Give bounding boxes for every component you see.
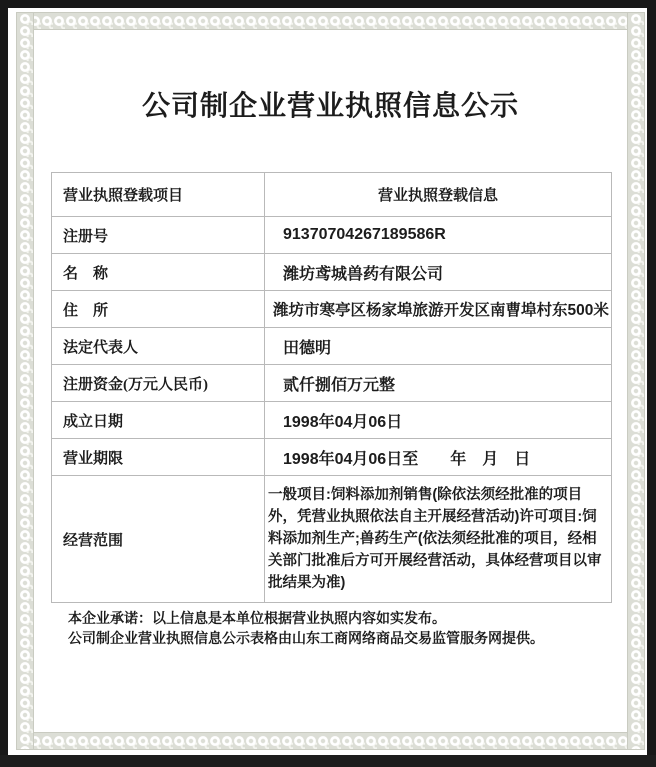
row-value-registered-capital: 贰仟捌佰万元整	[265, 365, 612, 402]
row-label-registration-number: 注册号	[52, 217, 265, 254]
row-label-business-term: 营业期限	[52, 439, 265, 476]
row-label-legal-representative: 法定代表人	[52, 328, 265, 365]
footer-declaration	[68, 610, 598, 649]
table-row	[52, 217, 612, 254]
ornamental-border-top	[16, 12, 645, 30]
page-title: 公司制企业营业执照信息公示	[141, 91, 519, 122]
footer-line-provider: 公司制企业营业执照信息公示表格由山东工商网络商品交易监管服务网提供。	[68, 631, 544, 647]
row-label-address: 住 所	[52, 291, 265, 328]
table-row	[52, 291, 612, 328]
table-row	[52, 476, 612, 603]
row-label-establishment-date: 成立日期	[52, 402, 265, 439]
table-row	[52, 439, 612, 476]
table-row	[52, 254, 612, 291]
license-info-table	[51, 172, 612, 603]
photo-edge-top	[0, 0, 656, 8]
row-label-company-name: 名 称	[52, 254, 265, 291]
photo-edge-bottom	[0, 755, 656, 767]
footer-line-commitment: 本企业承诺：以上信息是本单位根据营业执照内容如实发布。	[68, 612, 446, 627]
table-row	[52, 328, 612, 365]
table-row	[52, 402, 612, 439]
ornamental-border-left	[16, 12, 34, 750]
ornamental-border-bottom	[16, 732, 645, 750]
row-value-address: 潍坊市寒亭区杨家埠旅游开发区南曹埠村东500米	[265, 291, 612, 328]
photo-edge-right	[647, 0, 656, 767]
row-value-business-term: 1998年04月06日至 年 月 日	[265, 439, 612, 476]
row-value-business-scope: 一般项目:饲料添加剂销售(除依法须经批准的项目外，凭营业执照依法自主开展经营活动)许可项目:饲料添加剂生产;兽药生产(依法须经批准的项目，经相关部门批准后方可开展经营活动，具体经营项目以审批结果为准)	[265, 476, 612, 603]
column-header-info: 营业执照登载信息	[265, 173, 612, 217]
row-value-legal-representative: 田德明	[265, 328, 612, 365]
photo-edge-left	[0, 0, 8, 767]
column-header-item: 营业执照登载项目	[52, 173, 265, 217]
row-value-establishment-date: 1998年04月06日	[265, 402, 612, 439]
row-value-company-name: 潍坊鸢城兽药有限公司	[265, 254, 612, 291]
row-label-registered-capital: 注册资金(万元人民币)	[52, 365, 265, 402]
ornamental-border-right	[627, 12, 645, 750]
row-label-business-scope: 经营范围	[52, 476, 265, 603]
table-row	[52, 365, 612, 402]
table-header-row	[52, 173, 612, 217]
row-value-registration-number: 91370704267189586R	[265, 217, 612, 254]
